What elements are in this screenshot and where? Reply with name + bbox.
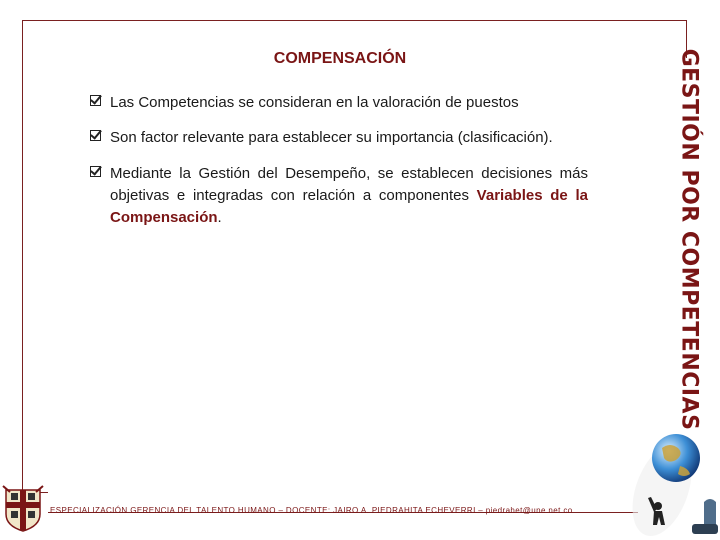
crest-logo	[2, 484, 44, 532]
bullet-text-end: .	[217, 209, 222, 226]
footer-text: ESPECIALIZACIÓN GERENCIA DEL TALENTO HUMANO – DOCENTE: JAIRO A. PIEDRAHITA ECHEVERRI – piedrahet@une.net.co	[50, 506, 573, 515]
bullet-list	[90, 92, 588, 242]
checkbox-icon	[90, 130, 101, 141]
slide-title: COMPENSACIÓN	[273, 50, 407, 67]
checkbox-icon	[90, 166, 101, 177]
side-title	[674, 48, 704, 430]
bullet-item	[90, 127, 588, 149]
bullet-text: Mediante la Gestión del Desempeño, se establecen decisiones más objetivas e integradas con relación a componentes	[110, 165, 588, 204]
checkbox-icon	[90, 95, 101, 106]
bullet-highlight: Variables de la Compensación	[110, 187, 588, 226]
bullet-item	[90, 163, 588, 229]
side-title-text: GESTIÓN POR COMPETENCIAS	[676, 48, 702, 430]
frame-top-line	[22, 20, 686, 21]
bullet-text: Son factor relevante para establecer su importancia (clasificación).	[110, 129, 553, 146]
bullet-item	[90, 92, 588, 114]
frame-left-line	[22, 20, 23, 492]
bullet-text: Las Competencias se consideran en la valoración de puestos	[110, 94, 519, 111]
globe-figure-image	[622, 420, 720, 540]
